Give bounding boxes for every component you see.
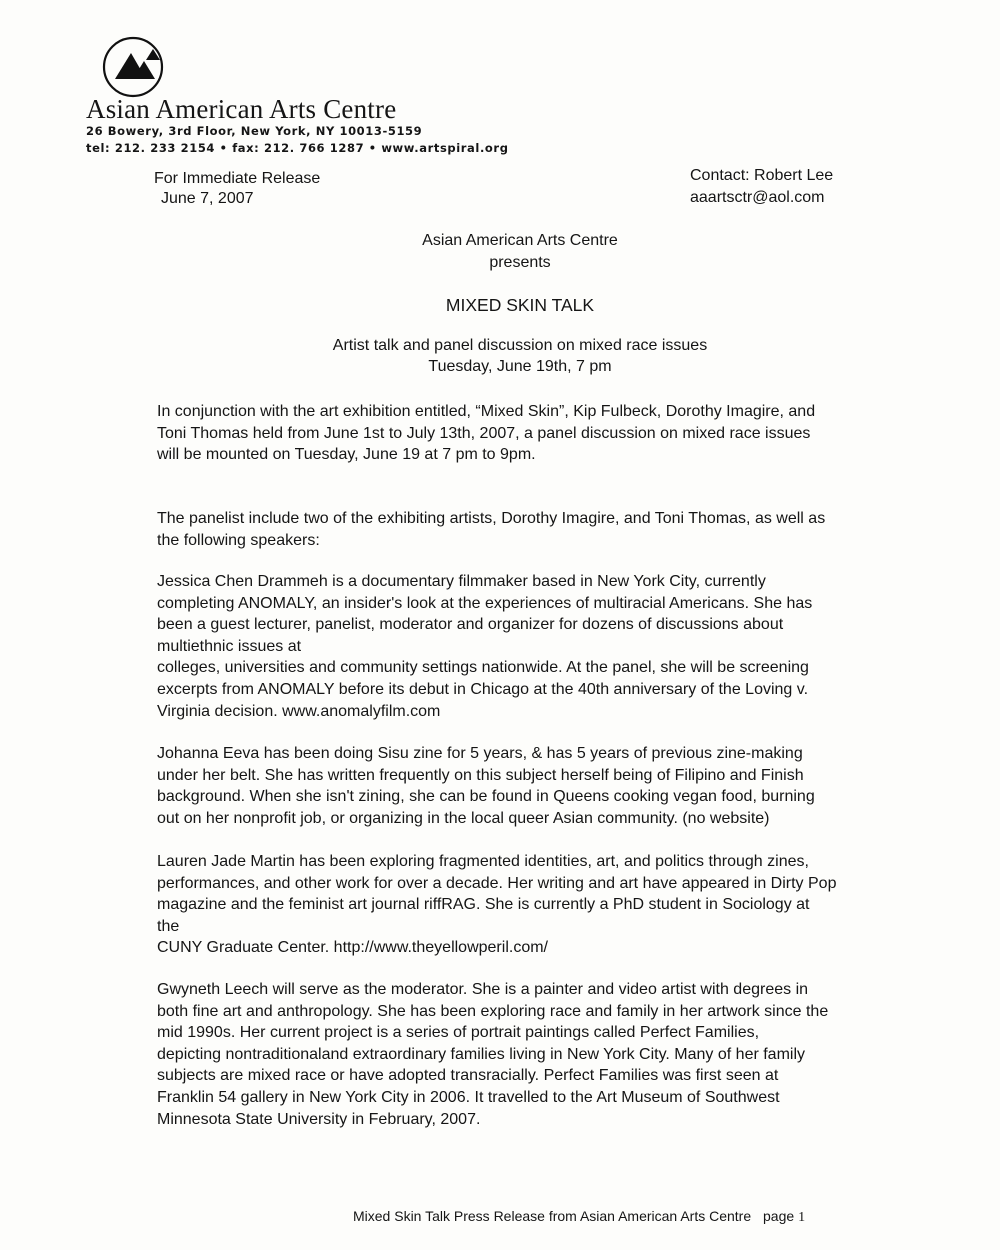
paragraph-line: subjects are mixed race or have adopted transracially. Perfect Families was first seen at: [157, 1067, 779, 1085]
footer-page-label: page: [763, 1208, 795, 1224]
paragraph-line: excerpts from ANOMALY before its debut in Chicago at the 40th anniversary of the Loving v.: [157, 680, 809, 698]
paragraph-panelists: [157, 508, 937, 551]
release-date: June 7, 2007: [161, 190, 254, 207]
paragraph-line: magazine and the feminist art journal riffRAG. She is currently a PhD student in Sociology at: [157, 896, 810, 914]
paragraph-line: Toni Thomas held from June 1st to July 13th, 2007, a panel discussion on mixed race issues: [157, 424, 811, 442]
paragraph-gwyneth-leech: [157, 979, 937, 1130]
presents-text: presents: [489, 254, 551, 271]
paragraph-line: Gwyneth Leech will serve as the moderator. She is a painter and video artist with degrees in: [157, 981, 809, 998]
event-datetime: Tuesday, June 19th, 7 pm: [428, 358, 612, 375]
event-title: MIXED SKIN TALK: [445, 295, 595, 315]
paragraph-line: depicting nontraditionaland extraordinary families living in New York City. Many of her family: [157, 1045, 806, 1063]
page-footer: [353, 1208, 805, 1226]
paragraph-johanna-eeva: [157, 743, 937, 829]
contact-email: aaartsctr@aol.com: [690, 189, 825, 206]
paragraph-line: Virginia decision. www.anomalyfilm.com: [157, 702, 441, 720]
org-contact-line: tel: 212. 233 2154 • fax: 212. 766 1287 • www.artspiral.org: [86, 141, 509, 155]
paragraph-line: been a guest lecturer, panelist, moderator and organizer for dozens of discussions about: [157, 616, 784, 634]
contact-name: Contact: Robert Lee: [690, 167, 834, 184]
paragraph-intro: [157, 401, 937, 466]
paragraph-line: out on her nonprofit job, or organizing in the local queer Asian community. (no website): [157, 809, 770, 827]
paragraph-line: Minnesota State University in February, 2007.: [157, 1110, 481, 1128]
paragraph-jessica-chen-drammeh: [157, 571, 937, 722]
paragraph-line: In conjunction with the art exhibition entitled, “Mixed Skin”, Kip Fulbeck, Dorothy Imagire, and: [157, 403, 816, 420]
event-subtitle: Artist talk and panel discussion on mixed race issues: [332, 337, 708, 354]
paragraph-line: colleges, universities and community settings nationwide. At the panel, she will be screening: [157, 659, 809, 677]
paragraph-line: completing ANOMALY, an insider's look at the experiences of multiracial Americans. She has: [157, 594, 813, 612]
paragraph-line: Jessica Chen Drammeh is a documentary filmmaker based in New York City, currently: [157, 573, 766, 590]
paragraph-line: the: [157, 917, 180, 935]
paragraph-line: background. When she isn't zining, she can be found in Queens cooking vegan food, burning: [157, 788, 815, 806]
paragraph-line: mid 1990s. Her current project is a series of portrait paintings called Perfect Families,: [157, 1024, 760, 1042]
paragraph-line: The panelist include two of the exhibiting artists, Dorothy Imagire, and Toni Thomas, as well as: [157, 510, 826, 527]
footer-page-number: 1: [798, 1210, 806, 1225]
paragraph-line: Johanna Eeva has been doing Sisu zine for 5 years, & has 5 years of previous zine-making: [157, 745, 803, 762]
paragraph-line: under her belt. She has written frequently on this subject herself being of Filipino and Finish: [157, 766, 804, 784]
paragraph-line: performances, and other work for over a decade. Her writing and art have appeared in Dirty Pop: [157, 874, 837, 892]
paragraph-line: multiethnic issues at: [157, 637, 302, 655]
paragraph-line: CUNY Graduate Center. http://www.theyellowperil.com/: [157, 939, 548, 957]
paragraph-lauren-jade-martin: [157, 851, 937, 959]
footer-text: Mixed Skin Talk Press Release from Asian American Arts Centre: [353, 1208, 752, 1224]
paragraph-line: both fine art and anthropology. She has been exploring race and family in her artwork since the: [157, 1002, 829, 1020]
org-name: Asian American Arts Centre: [86, 94, 397, 124]
paragraph-line: Franklin 54 gallery in New York City in 2006. It travelled to the Art Museum of Southwest: [157, 1088, 780, 1106]
paragraph-line: will be mounted on Tuesday, June 19 at 7 pm to 9pm.: [157, 446, 536, 464]
presenter-name: Asian American Arts Centre: [422, 232, 618, 249]
paragraph-line: the following speakers:: [157, 531, 320, 549]
release-label: For Immediate Release: [154, 170, 321, 187]
paragraph-line: Lauren Jade Martin has been exploring fragmented identities, art, and politics through zines,: [157, 853, 809, 870]
org-address: 26 Bowery, 3rd Floor, New York, NY 10013-5159: [86, 124, 423, 138]
mountain-peaks-circle-icon: [102, 34, 168, 100]
